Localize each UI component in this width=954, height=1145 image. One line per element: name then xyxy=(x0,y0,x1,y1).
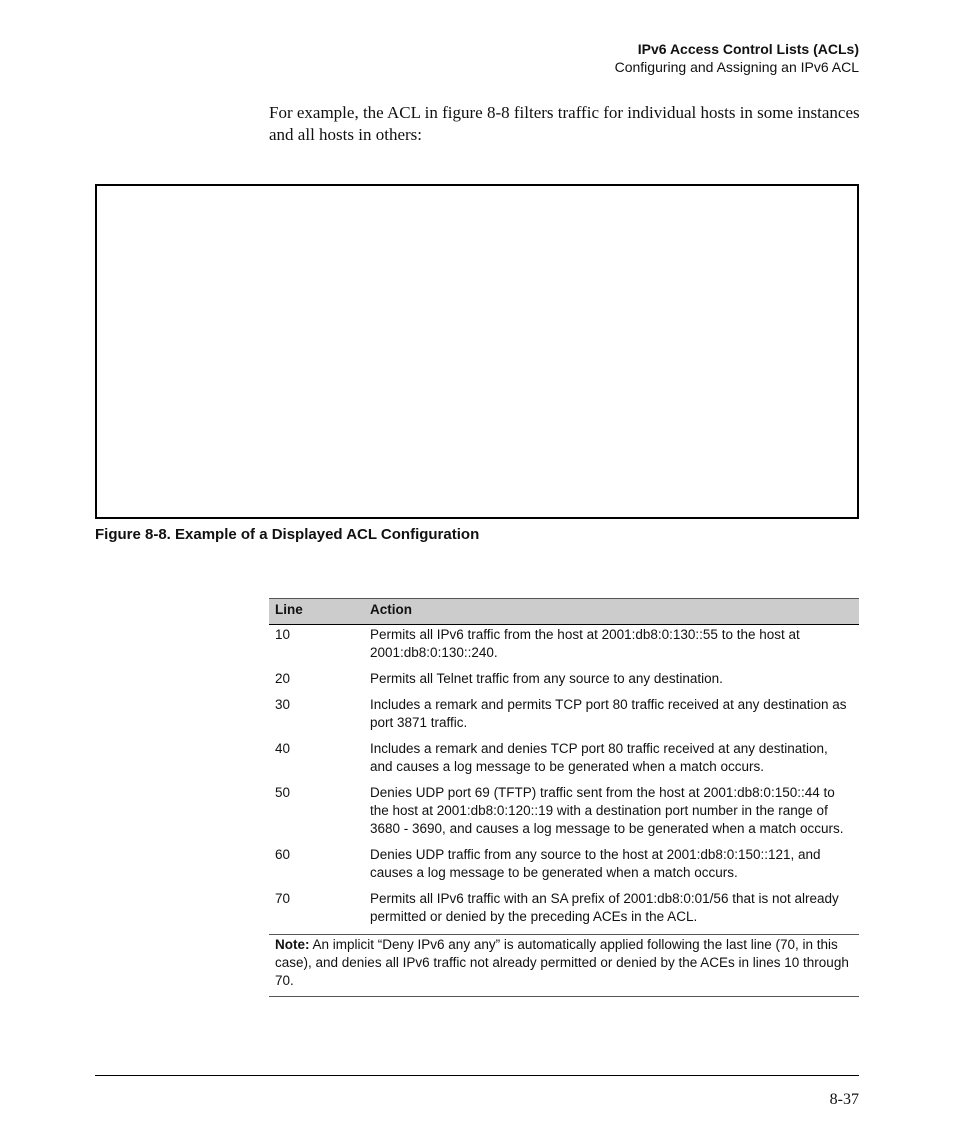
line-number-cell: 20 xyxy=(275,671,291,686)
note-label: Note: xyxy=(275,937,310,952)
action-cell: Includes a remark and permits TCP port 80 traffic received at any destination as port 3871 traffic. xyxy=(370,697,847,730)
line-number-cell: 50 xyxy=(275,785,291,800)
section-title: Configuring and Assigning an IPv6 ACL xyxy=(614,59,859,75)
column-header-action: Action xyxy=(364,599,859,625)
table-row xyxy=(269,696,859,740)
running-header xyxy=(615,40,859,76)
line-number-cell: 60 xyxy=(275,847,291,862)
table-row xyxy=(269,846,859,890)
table-row xyxy=(269,784,859,846)
action-cell: Denies UDP traffic from any source to the host at 2001:db8:0:150::121, and causes a log message to be generated when a match occurs. xyxy=(370,847,821,880)
table-row xyxy=(269,740,859,784)
action-cell: Denies UDP port 69 (TFTP) traffic sent from the host at 2001:db8:0:150::44 to the host at 2001:db8:0:120::19 with a destination port number in the range of 3680 - 3690, and causes a log message to be generated when a match occurs. xyxy=(370,785,844,836)
action-cell: Permits all Telnet traffic from any source to any destination. xyxy=(370,671,723,686)
acl-line-action-table xyxy=(269,598,859,997)
action-cell: Permits all IPv6 traffic with an SA prefix of 2001:db8:0:01/56 that is not already permitted or denied by the preceding ACEs in the ACL. xyxy=(370,891,839,924)
table-row xyxy=(269,625,859,671)
line-number-cell: 70 xyxy=(275,891,291,906)
footer-divider xyxy=(95,1075,859,1076)
intro-paragraph: For example, the ACL in figure 8-8 filters traffic for individual hosts in some instances and all hosts in others: xyxy=(269,103,860,144)
line-number-cell: 10 xyxy=(275,627,291,642)
figure-frame xyxy=(95,184,859,519)
table-row xyxy=(269,890,859,935)
page-number: 8-37 xyxy=(829,1091,859,1108)
chapter-title: IPv6 Access Control Lists (ACLs) xyxy=(637,41,859,57)
column-header-line: Line xyxy=(269,599,364,625)
table-row xyxy=(269,670,859,696)
note-cell xyxy=(269,935,859,997)
table-note-row xyxy=(269,935,859,997)
action-cell: Permits all IPv6 traffic from the host at 2001:db8:0:130::55 to the host at 2001:db8:0:130::240. xyxy=(370,627,800,660)
table-header-row xyxy=(269,599,859,625)
note-text: An implicit “Deny IPv6 any any” is automatically applied following the last line (70, in this case), and denies all IPv6 traffic not already permitted or denied by the ACEs in lines 10 through 70. xyxy=(275,937,849,988)
line-number-cell: 40 xyxy=(275,741,291,756)
action-cell: Includes a remark and denies TCP port 80 traffic received at any destination, and causes a log message to be generated when a match occurs. xyxy=(370,741,828,774)
figure-caption: Figure 8-8. Example of a Displayed ACL Configuration xyxy=(95,526,480,543)
line-number-cell: 30 xyxy=(275,697,291,712)
